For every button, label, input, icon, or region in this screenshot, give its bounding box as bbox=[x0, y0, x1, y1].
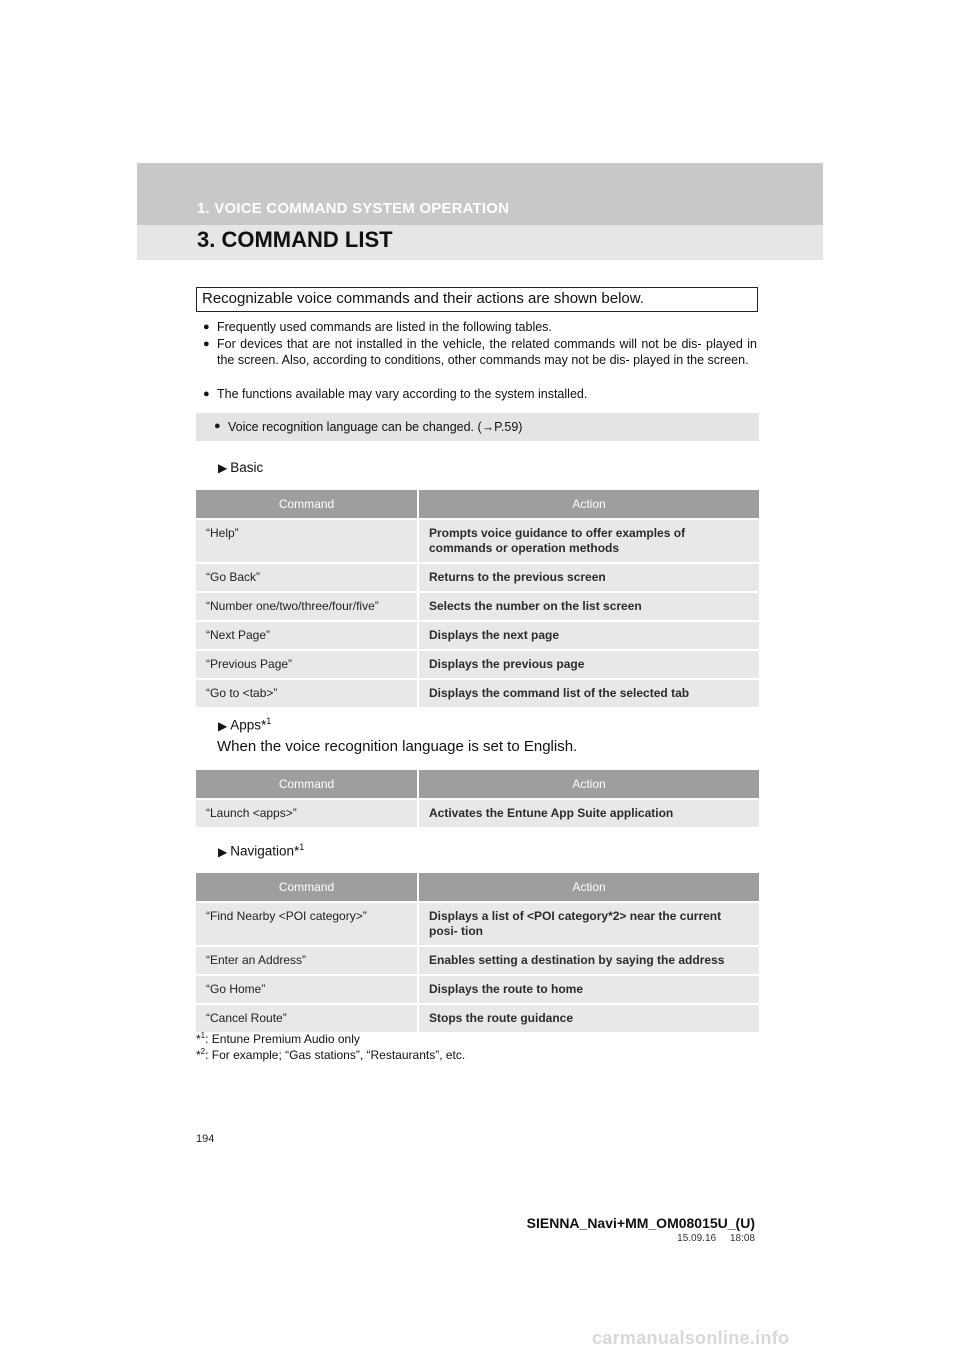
table-row bbox=[196, 799, 759, 827]
note-text: Voice recognition language can be changed. (→P.59) bbox=[228, 420, 523, 434]
footnote-ref: 1 bbox=[299, 842, 305, 852]
column-header: Command bbox=[196, 490, 418, 519]
footnote: *$^1$: Entune Premium Audio only bbox=[196, 1031, 360, 1046]
action-cell: Displays the command list of the selected tab bbox=[418, 679, 759, 707]
triangle-right-icon: ▶ bbox=[218, 844, 228, 859]
action-cell: Returns to the previous screen bbox=[418, 563, 759, 592]
column-header: Action bbox=[418, 873, 759, 902]
document-id: SIENNA_Navi+MM_OM08015U_(U) bbox=[526, 1215, 755, 1231]
triangle-right-icon: ▶ bbox=[218, 461, 228, 475]
subhead-label: Basic bbox=[230, 460, 264, 475]
action-cell: Selects the number on the list screen bbox=[418, 592, 759, 621]
command-cell: “Next Page” bbox=[196, 621, 418, 650]
bullet-item bbox=[203, 319, 763, 335]
bullet-text: The functions available may vary according to the system installed. bbox=[217, 387, 588, 401]
command-cell: “Cancel Route” bbox=[196, 1004, 418, 1032]
action-cell: Displays the next page bbox=[418, 621, 759, 650]
action-cell: Activates the Entune App Suite application bbox=[418, 799, 759, 827]
command-cell: “Find Nearby <POI category>” bbox=[196, 902, 418, 946]
action-cell: Displays a list of <POI category*2> near the current posi- tion bbox=[418, 902, 759, 946]
command-cell: “Previous Page” bbox=[196, 650, 418, 679]
command-cell: “Go Home” bbox=[196, 975, 418, 1004]
footnote: *$^2$: For example; “Gas stations”, “Restaurants”, etc. bbox=[196, 1047, 466, 1062]
column-header: Command bbox=[196, 873, 418, 902]
bullet-item bbox=[203, 336, 763, 384]
table-row bbox=[196, 650, 759, 679]
triangle-right-icon: ▶ bbox=[218, 718, 228, 733]
page-heading: 3. COMMAND LIST bbox=[197, 227, 393, 252]
bullet-item bbox=[203, 386, 763, 402]
bullet-icon: ● bbox=[203, 321, 210, 333]
section-title: 1. VOICE COMMAND SYSTEM OPERATION bbox=[197, 200, 510, 217]
page-number: 194 bbox=[196, 1133, 215, 1145]
bullet-icon: ● bbox=[203, 388, 210, 400]
subhead-apps bbox=[218, 716, 271, 733]
footnote-ref: 1 bbox=[266, 716, 272, 726]
bullet-text: Frequently used commands are listed in the following tables. bbox=[217, 320, 552, 334]
table-row bbox=[196, 1004, 759, 1032]
watermark: carmanualsonline.info bbox=[592, 1328, 790, 1348]
table-row bbox=[196, 902, 759, 946]
subhead-label: Apps* bbox=[230, 717, 267, 733]
column-header: Action bbox=[418, 490, 759, 519]
command-cell: “Number one/two/three/four/five” bbox=[196, 592, 418, 621]
action-cell: Displays the route to home bbox=[418, 975, 759, 1004]
subhead-basic bbox=[218, 460, 263, 475]
action-cell: Stops the route guidance bbox=[418, 1004, 759, 1032]
apps-note: When the voice recognition language is set to English. bbox=[217, 738, 578, 755]
basic-command-table bbox=[196, 490, 759, 707]
subhead-navigation bbox=[218, 842, 304, 859]
column-header: Action bbox=[418, 770, 759, 799]
table-row bbox=[196, 592, 759, 621]
intro-text: Recognizable voice commands and their actions are shown below. bbox=[202, 290, 644, 307]
table-row bbox=[196, 563, 759, 592]
action-cell: Displays the previous page bbox=[418, 650, 759, 679]
table-row bbox=[196, 519, 759, 563]
subhead-label: Navigation* bbox=[230, 843, 300, 859]
table-row bbox=[196, 679, 759, 707]
command-cell: “Launch <apps>” bbox=[196, 799, 418, 827]
command-cell: “Help” bbox=[196, 519, 418, 563]
table-row bbox=[196, 621, 759, 650]
print-timestamp: 15.09.16 18:08 bbox=[677, 1233, 755, 1244]
bullet-text: For devices that are not installed in the vehicle, the related commands will not be dis- played in the screen. Also, according to conditions, other commands may not be dis- played in the screen. bbox=[217, 337, 757, 367]
command-cell: “Enter an Address” bbox=[196, 946, 418, 975]
table-row bbox=[196, 946, 759, 975]
table-row bbox=[196, 975, 759, 1004]
bullet-icon: ● bbox=[203, 338, 210, 350]
navigation-command-table bbox=[196, 873, 759, 1032]
command-cell: “Go to <tab>” bbox=[196, 679, 418, 707]
action-cell: Enables setting a destination by saying the address bbox=[418, 946, 759, 975]
column-header: Command bbox=[196, 770, 418, 799]
action-cell: Prompts voice guidance to offer examples of commands or operation methods bbox=[418, 519, 759, 563]
bullet-icon: ● bbox=[214, 420, 221, 432]
command-cell: “Go Back” bbox=[196, 563, 418, 592]
apps-command-table bbox=[196, 770, 759, 827]
